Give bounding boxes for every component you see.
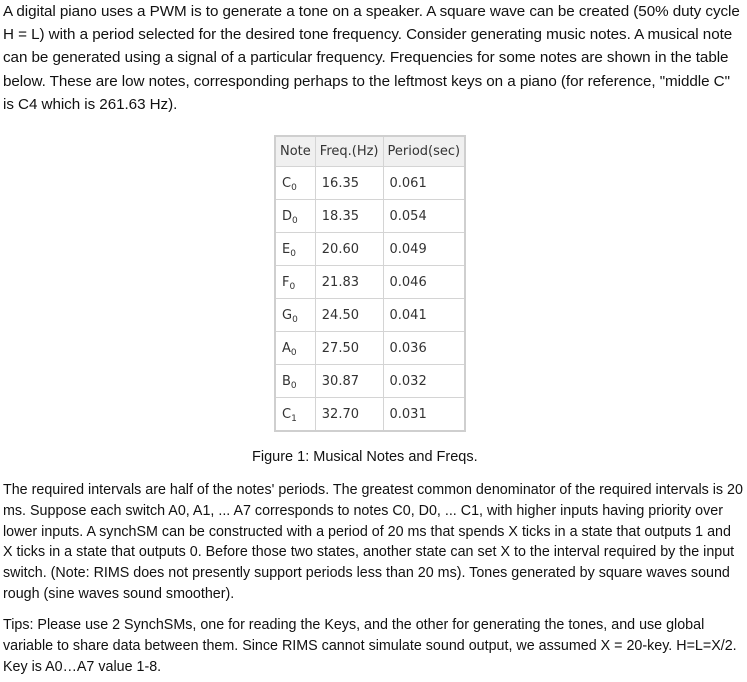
header-freq: Freq.(Hz)	[316, 137, 384, 167]
period-cell: 0.041	[384, 299, 465, 332]
period-cell: 0.049	[384, 233, 465, 266]
note-cell	[276, 266, 316, 299]
header-note: Note	[276, 137, 316, 167]
table-row	[276, 299, 464, 332]
note-cell	[276, 200, 316, 233]
note-cell	[276, 398, 316, 430]
note-octave: 0	[291, 182, 297, 193]
table-row	[276, 233, 464, 266]
freq-cell: 27.50	[316, 332, 384, 365]
note-letter: C	[282, 406, 292, 422]
intro-paragraph: A digital piano uses a PWM is to generate a tone on a speaker. A square wave can be created (50% duty cycle H = L) with a period selected for the desired tone frequency. Consider generating music notes. A musical note can be generated using a signal of a particular frequency. Frequencies for some notes are shown in the table below. These are low notes, corresponding perhaps to the leftmost keys on a piano (for reference, "middle C" is C4 which is 261.63 Hz).	[3, 3, 740, 113]
period-cell: 0.054	[384, 200, 465, 233]
note-octave: 1	[291, 413, 297, 424]
note-octave: 0	[290, 347, 297, 358]
table-row	[276, 365, 464, 398]
note-cell	[276, 167, 316, 200]
period-cell: 0.032	[384, 365, 465, 398]
notes-table-container	[274, 135, 466, 432]
note-letter: B	[282, 373, 291, 389]
note-letter: E	[282, 241, 291, 257]
freq-cell: 32.70	[316, 398, 384, 430]
freq-cell: 21.83	[316, 266, 384, 299]
note-cell	[276, 299, 316, 332]
freq-cell: 30.87	[316, 365, 384, 398]
period-cell: 0.036	[384, 332, 465, 365]
note-octave: 0	[290, 248, 296, 259]
freq-cell: 18.35	[316, 200, 384, 233]
intervals-paragraph: The required intervals are half of the notes' periods. The greatest common denominator of the required intervals is 20 ms. Suppose each switch A0, A1, ... A7 corresponds to notes C0, D0, ... C1, with higher inputs having priority over lower inputs. A synchSM can be constructed with a period of 20 ms that spends X ticks in a state that outputs 1 and X ticks in a state that outputs 0. Before those two states, another state can set X to the interval required by the input switch. (Note: RIMS does not presently support periods less than 20 ms). Tones generated by square waves sound rough (sine waves sound smoother).	[3, 482, 743, 602]
table-row	[276, 332, 464, 365]
tips-paragraph: Tips: Please use 2 SynchSMs, one for reading the Keys, and the other for generating the tones, and use global variable to share data between them. Since RIMS cannot simulate sound output, we assumed X = 20-key. H=L=X/2. Key is A0…A7 value 1-8.	[3, 617, 737, 675]
table-row	[276, 200, 464, 233]
period-cell: 0.046	[384, 266, 465, 299]
table-row	[276, 398, 464, 430]
note-octave: 0	[292, 314, 298, 325]
note-octave: 0	[290, 380, 297, 391]
period-cell: 0.031	[389, 406, 427, 422]
freq-cell: 16.35	[316, 167, 384, 200]
note-letter: D	[282, 208, 293, 224]
note-octave: 0	[292, 215, 298, 226]
note-cell	[276, 332, 316, 365]
note-letter: G	[282, 307, 293, 323]
table-row	[276, 266, 464, 299]
period-cell: 0.061	[384, 167, 465, 200]
note-letter: F	[282, 274, 290, 290]
figure-caption: Figure 1: Musical Notes and Freqs.	[252, 449, 478, 465]
note-cell	[276, 365, 316, 398]
note-letter: A	[282, 340, 291, 356]
note-octave: 0	[289, 281, 296, 292]
table-row	[276, 167, 464, 200]
note-cell	[276, 233, 316, 266]
header-period: Period(sec)	[384, 137, 465, 167]
note-letter: C	[282, 175, 292, 191]
notes-table	[274, 135, 466, 432]
freq-cell: 24.50	[316, 299, 384, 332]
table-header-row	[276, 137, 464, 167]
freq-cell: 20.60	[316, 233, 384, 266]
